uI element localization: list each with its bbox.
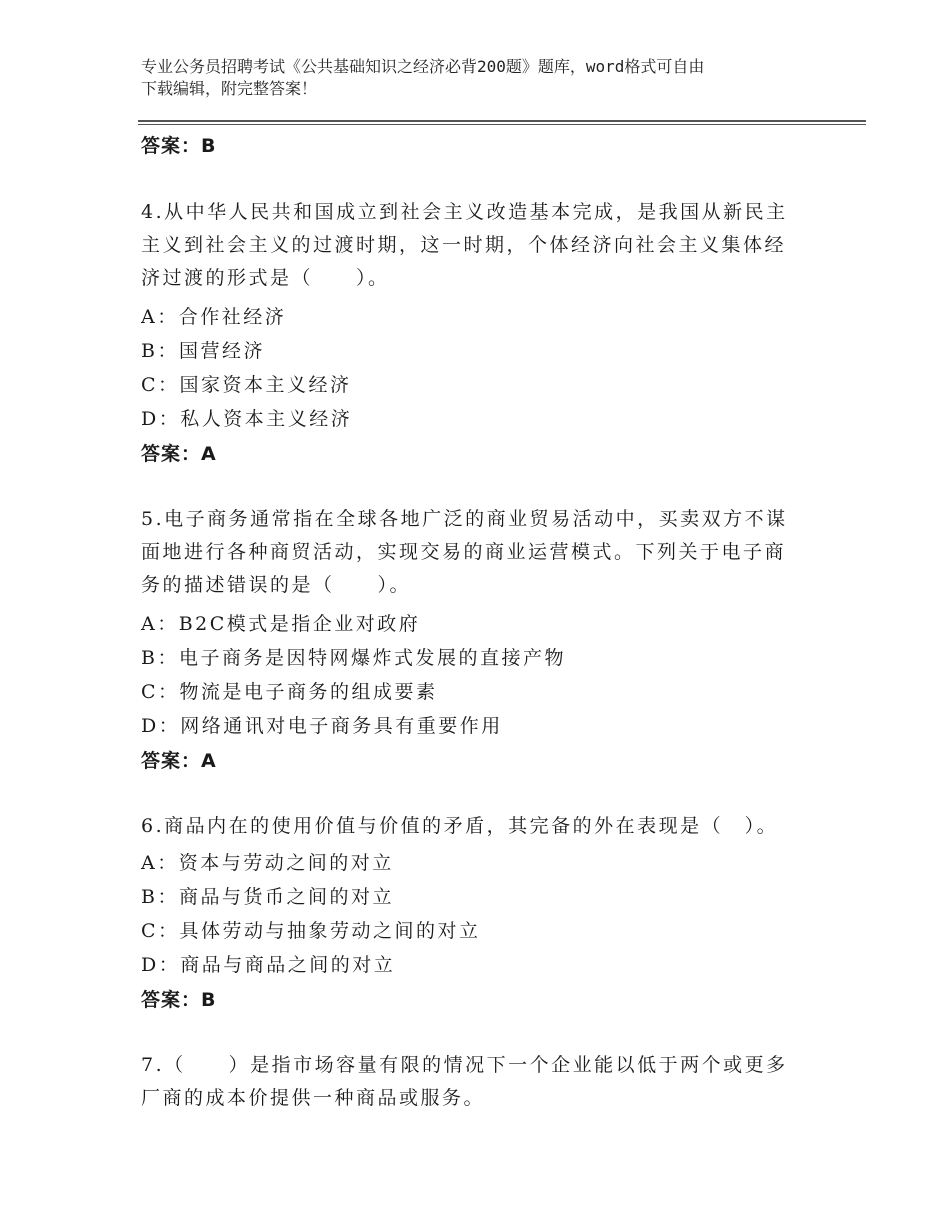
header-rule (138, 120, 866, 122)
answer-line: 答案：B (141, 135, 217, 157)
question-7-stem: 7.（ ）是指市场容量有限的情况下一个企业能以低于两个或更多厂商的成本价提供一种商品或服务。 (141, 1054, 788, 1109)
header-line-2: 下载编辑，附完整答案！ (141, 79, 318, 98)
question-4-answer: 答案：A (141, 443, 217, 465)
question-5-option-c: C：物流是电子商务的组成要素 (141, 681, 438, 703)
question-6-option-d: D：商品与商品之间的对立 (141, 954, 396, 976)
question-5-answer: 答案：A (141, 750, 217, 772)
question-5-option-d: D：网络通讯对电子商务具有重要作用 (141, 715, 503, 737)
question-4-option-a: A：合作社经济 (141, 306, 287, 328)
question-4-option-c: C：国家资本主义经济 (141, 374, 352, 396)
question-6-option-c: C：具体劳动与抽象劳动之间的对立 (141, 920, 481, 942)
question-6-option-b: B：商品与货币之间的对立 (141, 886, 394, 908)
question-4-option-d: D：私人资本主义经济 (141, 408, 353, 430)
question-5-option-b: B：电子商务是因特网爆炸式发展的直接产物 (141, 647, 566, 669)
question-6-stem: 6.商品内在的使用价值与价值的矛盾，其完备的外在表现是（ ）。 (141, 815, 779, 837)
question-6-option-a: A：资本与劳动之间的对立 (141, 852, 394, 874)
question-5-option-a: A：B2C模式是指企业对政府 (141, 613, 421, 635)
header-line-1: 专业公务员招聘考试《公共基础知识之经济必背200题》题库，word格式可自由 (141, 57, 705, 76)
question-6-answer: 答案：B (141, 989, 217, 1011)
document-header (141, 56, 811, 100)
question-4-stem: 4.从中华人民共和国成立到社会主义改造基本完成，是我国从新民主主义到社会主义的过渡时期，这一时期，个体经济向社会主义集体经济过渡的形式是（ ）。 (141, 201, 788, 289)
header-rule-thin (138, 124, 866, 125)
question-4-option-b: B：国营经济 (141, 340, 265, 362)
question-5-stem: 5.电子商务通常指在全球各地广泛的商业贸易活动中，买卖双方不谋面地进行各种商贸活动，实现交易的商业运营模式。下列关于电子商务的描述错误的是（ ）。 (141, 508, 788, 596)
